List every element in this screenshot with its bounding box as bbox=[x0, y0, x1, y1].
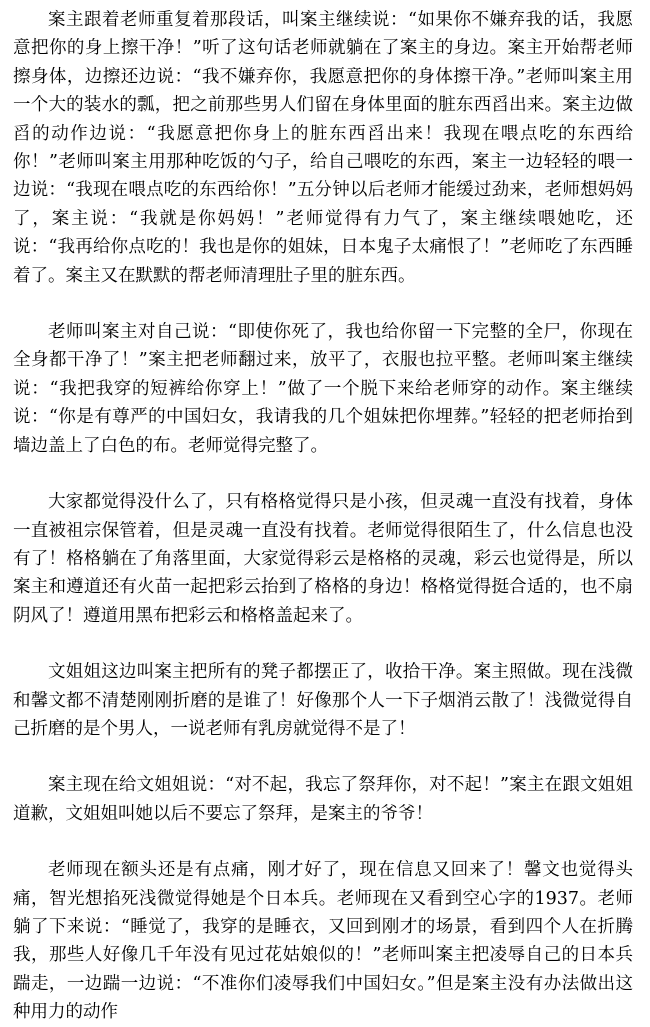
paragraph-1: 案主跟着老师重复着那段话，叫案主继续说：“如果你不嫌弃我的话，我愿意把你的身上擦干净！”听了这句话老师就躺在了案主的身边。案主开始帮老师擦身体，边擦还边说：“我不嫌弃你，我愿意把你的身体擦干净。”老师叫案主用一个大的装水的瓢，把之前那些男人们留在身体里面的脏东西舀出来。案主边做舀的动作边说：“我愿意把你身上的脏东西舀出来！我现在喂点吃的东西给你！”老师叫案主用那种吃饭的勺子，给自己喂吃的东西，案主一边轻轻的喂一边说：“我现在喂点吃的东西给你！”五分钟以后老师才能缓过劲来，老师想妈妈了，案主说：“我就是你妈妈！”老师觉得有力气了，案主继续喂她吃，还说：“我再给你点吃的！我也是你的姐妹，日本鬼子太痛恨了！”老师吃了东西睡着了。案主又在默默的帮老师清理肚子里的脏东西。 bbox=[13, 10, 633, 286]
paragraph-gap bbox=[13, 290, 633, 318]
paragraph-gap bbox=[13, 630, 633, 658]
paragraph-4: 文姐姐这边叫案主把所有的凳子都摆正了，收拾干净。案主照做。现在浅微和馨文都不清楚刚刚折磨的是谁了！好像那个人一下子烟消云散了！浅微觉得自己折磨的是个男人，一说老师有乳房就觉得不是了！ bbox=[13, 662, 633, 739]
paragraph-2: 老师叫案主对自己说：“即使你死了，我也给你留一下完整的全尸，你现在全身都干净了！”案主把老师翻过来，放平了，衣服也拉平整。老师叫案主继续说：“我把我穿的短裤给你穿上！”做了一个脱下来给老师穿的动作。案主继续说：“你是有尊严的中国妇女，我请我的几个姐妹把你埋葬。”轻轻的把老师抬到墙边盖上了白色的布。老师觉得完整了。 bbox=[13, 322, 633, 456]
paragraph-gap bbox=[13, 460, 633, 488]
paragraph-gap bbox=[13, 743, 633, 771]
paragraph-3: 大家都觉得没什么了，只有格格觉得只是小孩，但灵魂一直没有找着，身体一直被祖宗保管着，但是灵魂一直没有找着。老师觉得很陌生了，什么信息也没有了！格格躺在了角落里面，大家觉得彩云是格格的灵魂，彩云也觉得是，所以案主和遵道还有火苗一起把彩云抬到了格格的身边！格格觉得挺合适的，也不扇阴风了！遵道用黑布把彩云和格格盖起来了。 bbox=[13, 492, 633, 626]
paragraph-6: 老师现在额头还是有点痛，刚才好了，现在信息又回来了！馨文也觉得头痛，智光想掐死浅微觉得她是个日本兵。老师现在又看到空心字的1937。老师躺了下来说：“睡觉了，我穿的是睡衣，又回到刚才的场景，看到四个人在折腾我，那些人好像几千年没有见过花姑娘似的！”老师叫案主把凌辱自己的日本兵踹走，一边踹一边说：“不准你们凌辱我们中国妇女。”但是案主没有办法做出这种用力的动作 bbox=[13, 860, 633, 1023]
paragraph-5: 案主现在给文姐姐说：“对不起，我忘了祭拜你，对不起！”案主在跟文姐姐道歉，文姐姐叫她以后不要忘了祭拜，是案主的爷爷！ bbox=[13, 775, 633, 824]
paragraph-gap bbox=[13, 828, 633, 856]
document-page bbox=[13, 0, 633, 1027]
